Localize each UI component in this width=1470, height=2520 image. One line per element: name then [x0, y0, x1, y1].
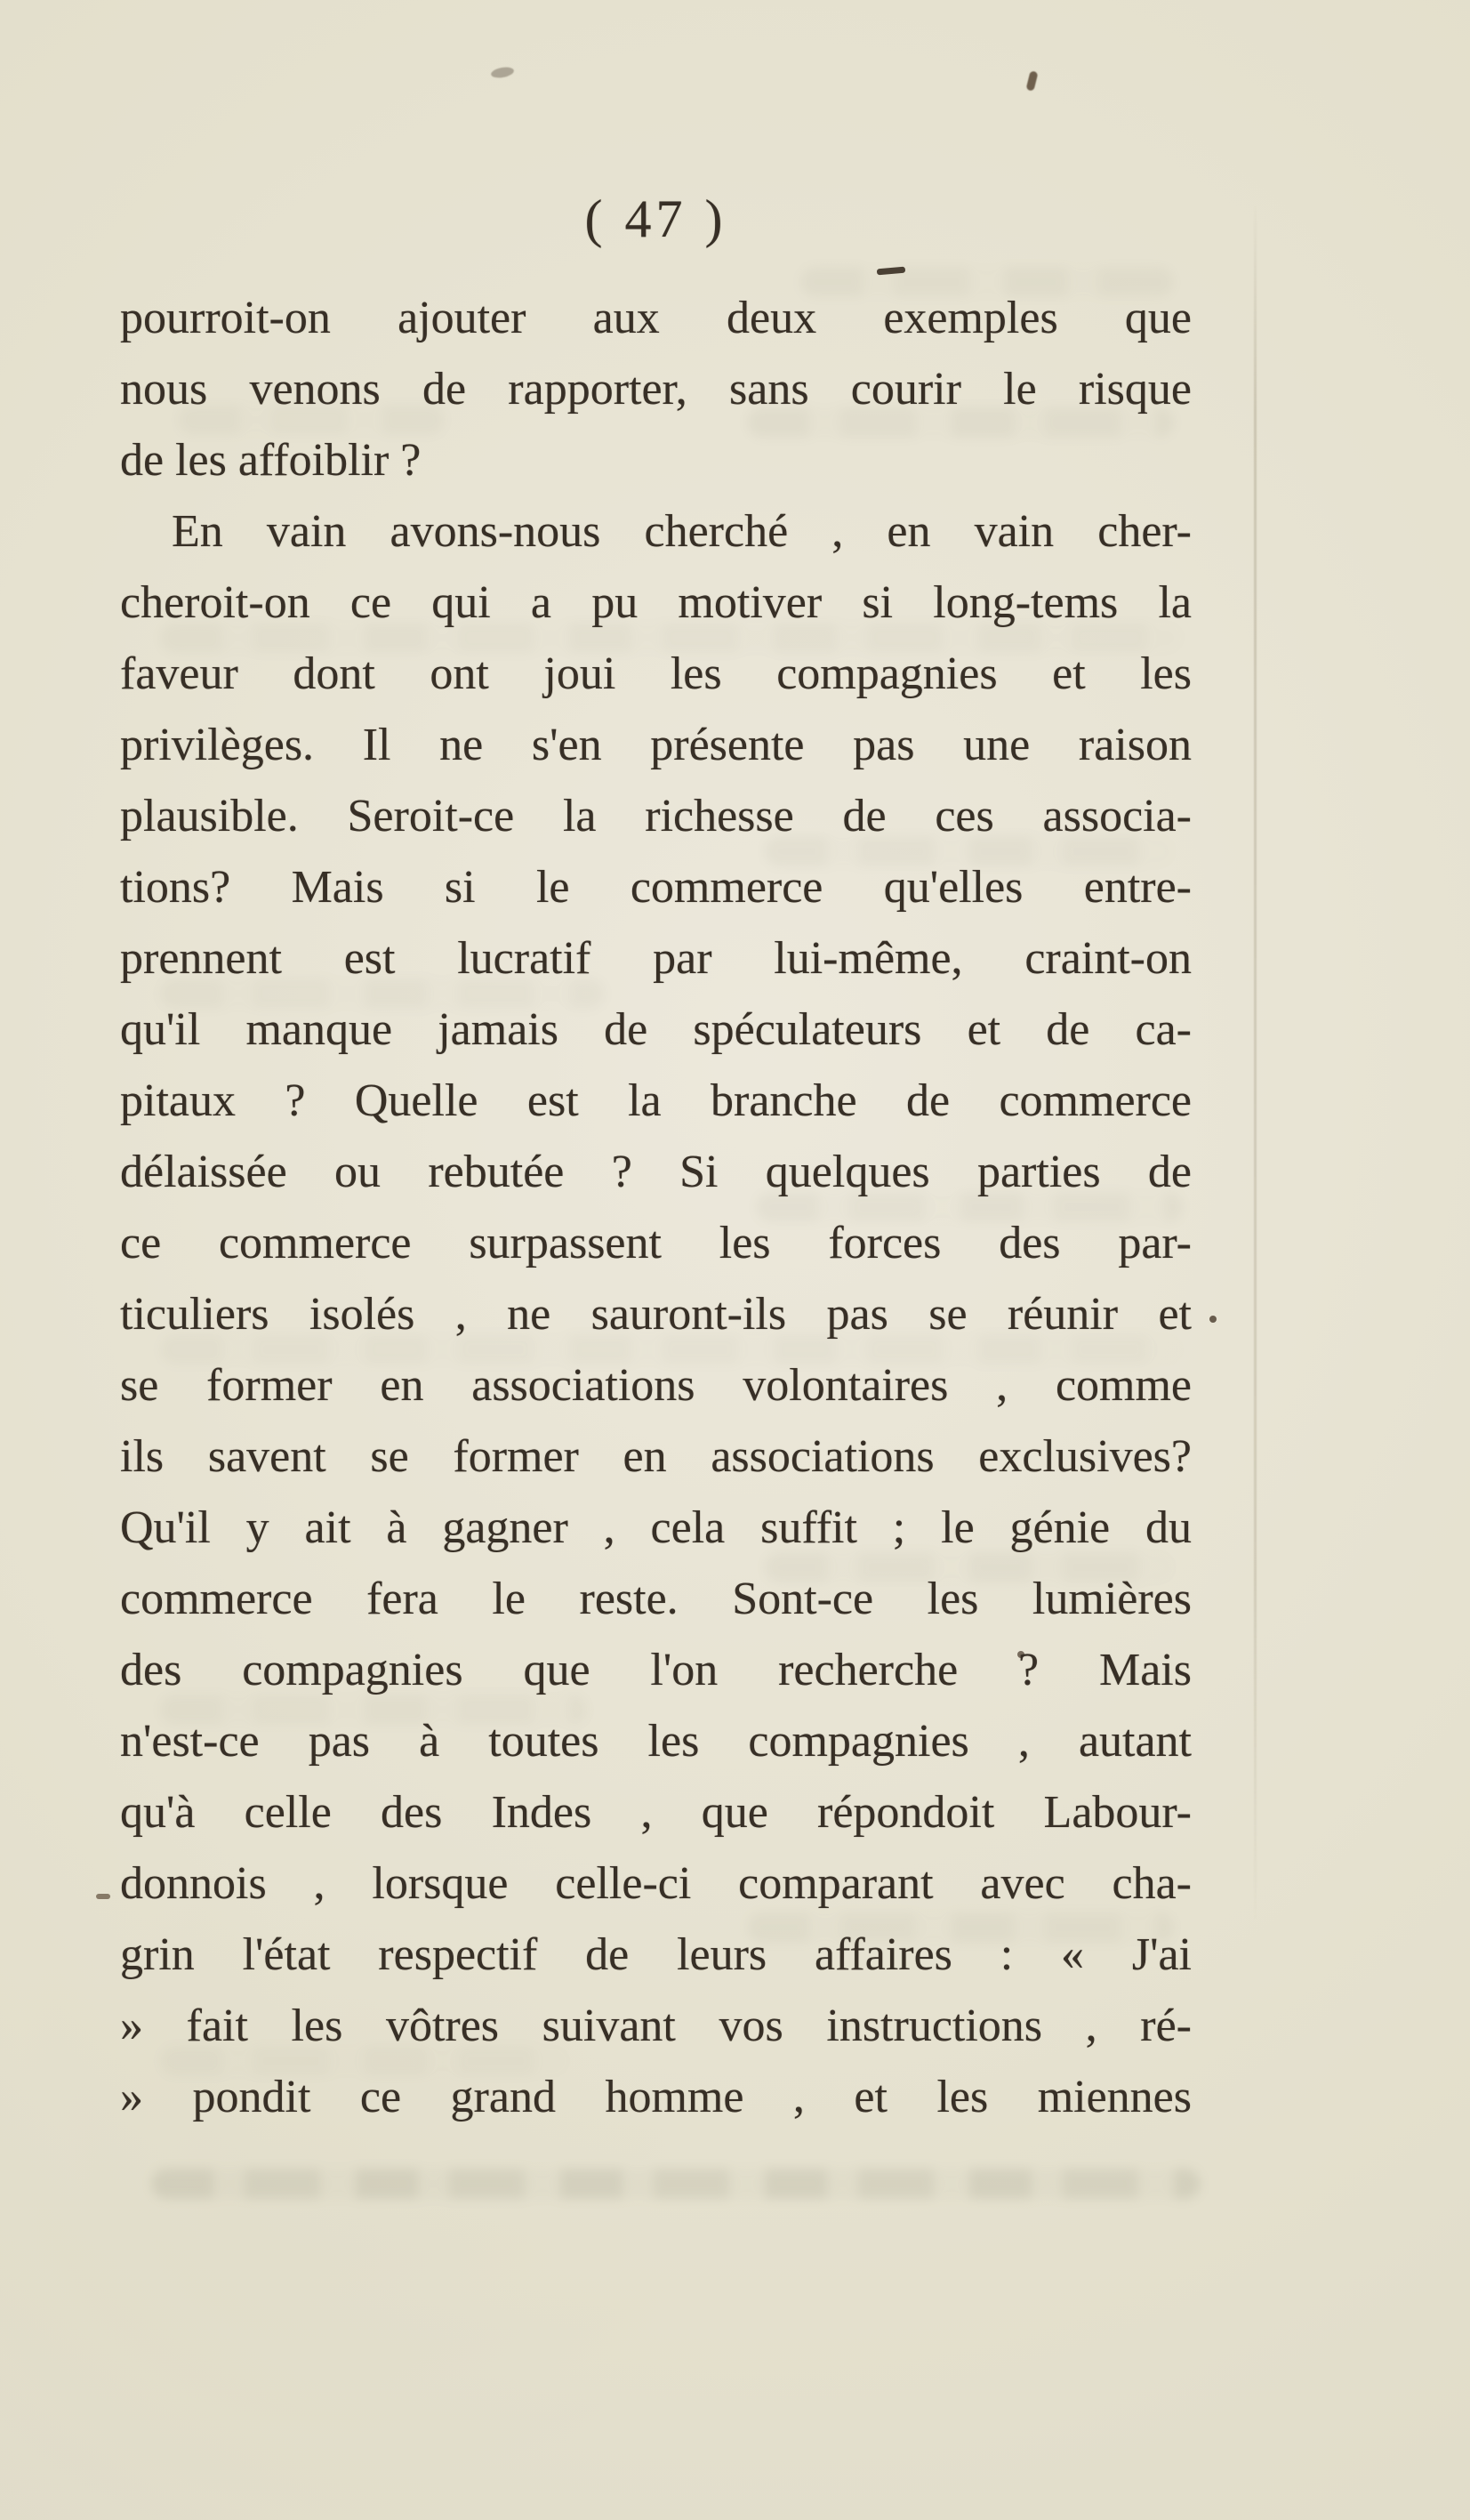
text-line: » pondit ce grand homme , et les miennes	[120, 2072, 1192, 2122]
text-line: commerce fera le reste. Sont-ce les lumières	[120, 1574, 1192, 1624]
ink-speck	[1209, 1316, 1217, 1323]
text-line: ils savent se former en associations exclusives?	[120, 1431, 1192, 1482]
text-line: donnois , lorsque celle-ci comparant avec cha-	[120, 1858, 1192, 1909]
text-line: nous venons de rapporter, sans courir le risque	[120, 364, 1192, 415]
ink-speck	[1025, 70, 1038, 92]
page-text	[120, 283, 1192, 2133]
paper-crease	[1254, 205, 1257, 1921]
text-line: ticuliers isolés , ne sauront-ils pas se réunir et	[120, 1289, 1192, 1340]
text-line: ce commerce surpassent les forces des par-	[120, 1218, 1192, 1268]
text-line: » fait les vôtres suivant vos instructions , ré-	[120, 2001, 1192, 2051]
text-line: se former en associations volontaires , comme	[120, 1360, 1192, 1411]
text-line: cheroit-on ce qui a pu motiver si long-tems la	[120, 577, 1192, 628]
text-line: des compagnies que l'on recherche ? Mais	[120, 1645, 1192, 1695]
text-line: privilèges. Il ne s'en présente pas une raison	[120, 720, 1192, 770]
text-line: n'est-ce pas à toutes les compagnies , autant	[120, 1716, 1192, 1767]
text-line: qu'il manque jamais de spéculateurs et de ca-	[120, 1004, 1192, 1055]
text-line: qu'à celle des Indes , que répondoit Labour-	[120, 1787, 1192, 1838]
text-line: pitaux ? Quelle est la branche de commerce	[120, 1075, 1192, 1126]
text-line: grin l'état respectif de leurs affaires : « J'ai	[120, 1929, 1192, 1980]
text-line: délaissée ou rebutée ? Si quelques parties de	[120, 1147, 1192, 1197]
ink-speck	[96, 1894, 110, 1899]
verso-showthrough	[151, 2169, 1201, 2199]
text-line: En vain avons-nous cherché , en vain cher-	[172, 506, 1192, 557]
text-line: plausible. Seroit-ce la richesse de ces associa-	[120, 791, 1192, 841]
text-line: tions? Mais si le commerce qu'elles entre-	[120, 862, 1192, 913]
page-number: ( 47 )	[584, 189, 727, 248]
text-line: Qu'il y ait à gagner , cela suffit ; le génie du	[120, 1502, 1192, 1553]
text-line: prennent est lucratif par lui-même, craint-on	[120, 933, 1192, 984]
text-line: de les affoiblir ?	[120, 435, 422, 486]
text-line: pourroit-on ajouter aux deux exemples que	[120, 293, 1192, 343]
ink-speck	[490, 66, 515, 79]
text-line: faveur dont ont joui les compagnies et les	[120, 648, 1192, 699]
